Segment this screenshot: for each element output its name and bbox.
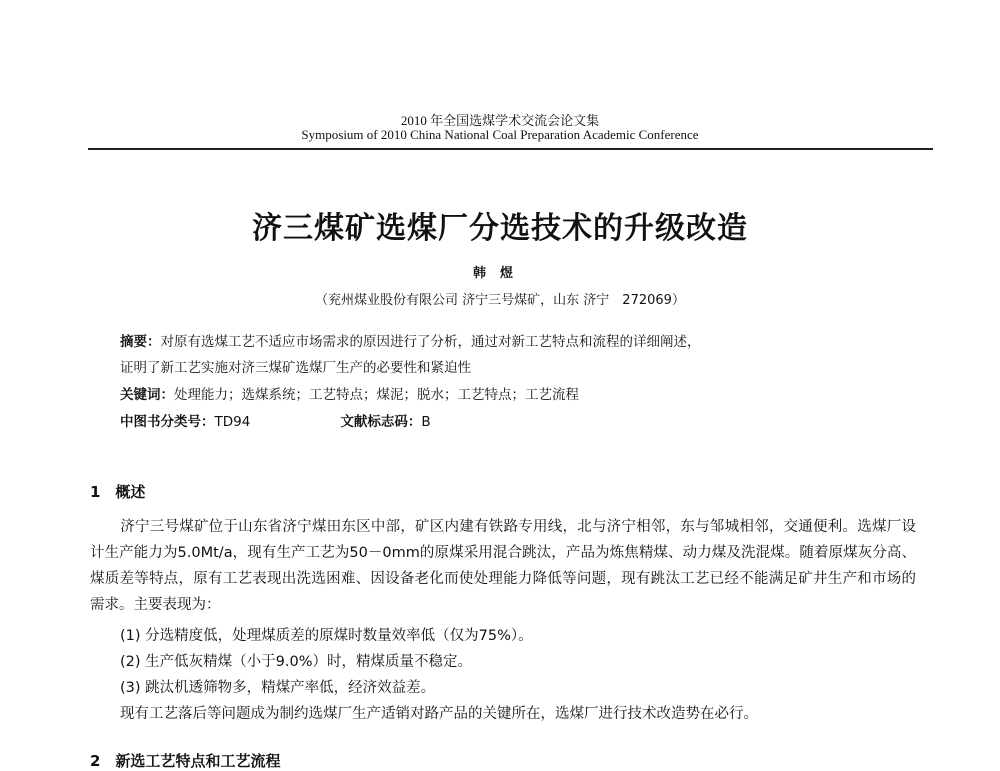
author: 韩煜 — [472, 266, 527, 281]
affiliation: （兖州煤业股份有限公司 济宁三号煤矿，山东 济宁 272069） — [315, 293, 685, 308]
doc-code-value: B — [421, 414, 431, 430]
list-item: (2) 生产低灰精煤（小于9.0%）时，精煤质量不稳定。 — [120, 654, 472, 670]
list-item: (1) 分选精度低，处理煤质差的原煤时数量效率低（仅为75%）。 — [120, 628, 533, 644]
section-1-paragraph — [90, 514, 916, 618]
header-rule — [88, 148, 933, 150]
keywords-text: 处理能力；选煤系统；工艺特点；煤泥；脱水；工艺特点；工艺流程 — [174, 387, 579, 403]
list-item: (3) 跳汰机透筛物多，精煤产率低，经济效益差。 — [120, 680, 436, 696]
running-header-cn: 2010 年全国选煤学术交流会论文集 — [400, 113, 600, 128]
keywords — [120, 383, 579, 403]
paper-title: 济三煤矿选煤厂分选技术的升级改造 — [252, 211, 748, 246]
section-1-heading: 1 概述 — [90, 483, 146, 501]
abstract-line-2: 证明了新工艺实施对济三煤矿选煤厂生产的必要性和紧迫性 — [120, 360, 471, 376]
running-header-en: Symposium of 2010 China National Coal Preparation Academic Conference — [301, 127, 699, 142]
doc-code-label: 文献标志码： — [340, 414, 422, 430]
clc-label: 中图书分类号： — [120, 414, 215, 430]
paragraph-text: 济宁三号煤矿位于山东省济宁煤田东区中部，矿区内建有铁路专用线，北与济宁相邻，东与邹城相邻，交通便利。选煤厂设计生产能力为5.0Mt/a，现有生产工艺为50－0mm的原煤采用混合跳汰，产品为炼焦精煤、动力煤及洗混煤。随着原煤灰分高、煤质差等特点，原有工艺表现出洗选困难、因设备老化而使处理能力降低等问题，现有跳汰工艺已经不能满足矿井生产和市场的需求。主要表现为： — [90, 519, 916, 613]
section-1-conclusion: 现有工艺落后等问题成为制约选煤厂生产适销对路产品的关键所在，选煤厂进行技术改造势在必行。 — [120, 706, 758, 722]
abstract-text: 对原有选煤工艺不适应市场需求的原因进行了分析，通过对新工艺特点和流程的详细阐述， — [160, 334, 701, 350]
keywords-label: 关键词： — [120, 387, 174, 403]
clc-value: TD94 — [214, 414, 251, 430]
section-2-heading: 2 新选工艺特点和工艺流程 — [90, 752, 281, 770]
abstract-label: 摘要： — [120, 334, 161, 350]
classification — [120, 410, 431, 430]
abstract-line-1 — [120, 330, 701, 350]
